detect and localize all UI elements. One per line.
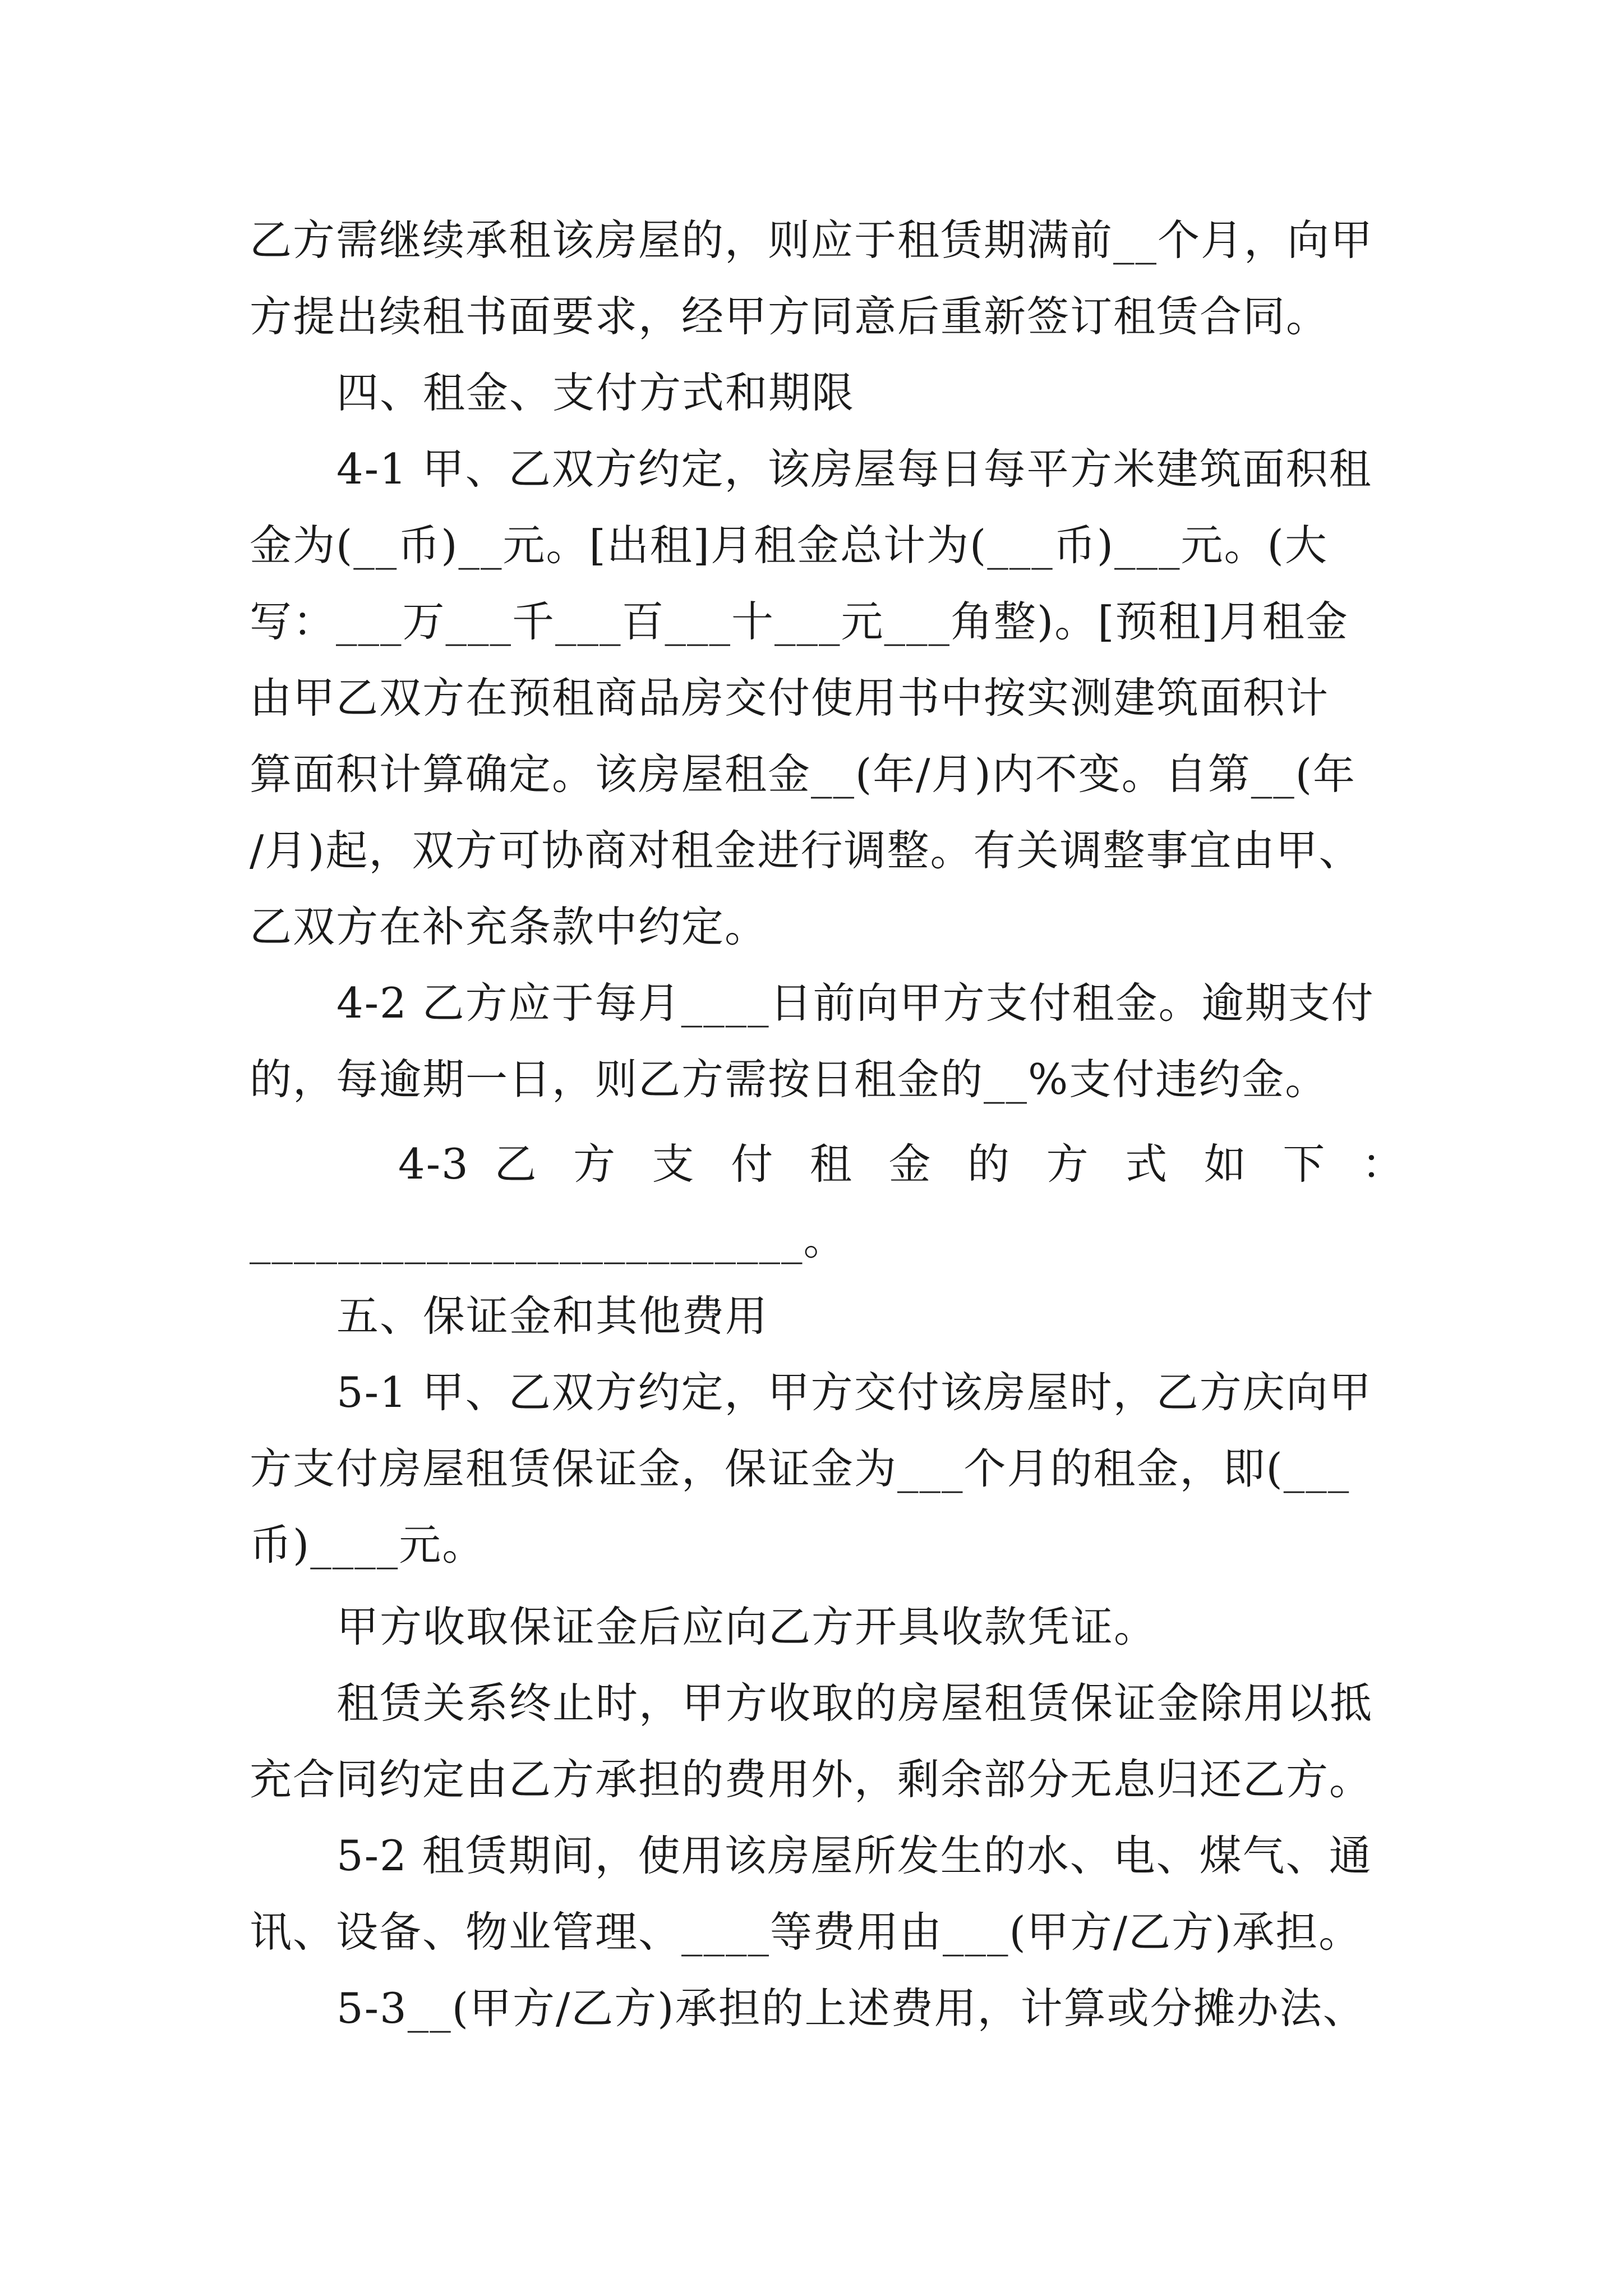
text-line: 金为(__币)__元。[出租]月租金总计为(___币)___元。(大 [250,521,1328,570]
section-heading: 四、租金、支付方式和期限 [336,368,855,417]
text-line: 乙方需继续承租该房屋的，则应于租赁期满前__个月，向甲 [250,215,1374,265]
clause-4-1: 4-1 甲、乙双方约定，该房屋每日每平方米建筑面积租 [336,444,1372,494]
text-line: 充合同约定由乙方承担的费用外，剩余部分无息归还乙方。 [250,1755,1373,1804]
blank-fill-line: _________________________。 [250,1215,847,1264]
clause-5-2: 5-2 租赁期间，使用该房屋所发生的水、电、煤气、通 [336,1831,1372,1880]
text-line: 租赁关系终止时，甲方收取的房屋租赁保证金除用以抵 [336,1678,1373,1728]
text-line: 币)____元。 [250,1520,486,1570]
text-line: 的，每逾期一日，则乙方需按日租金的__%支付违约金。 [250,1055,1329,1104]
clause-4-2: 4-2 乙方应于每月____日前向甲方支付租金。逾期支付 [336,978,1375,1028]
text-line: 写：___万___千___百___十___元___角整)。[预租]月租金 [250,597,1349,646]
text-line: 算面积计算确定。该房屋租金__(年/月)内不变。自第__(年 [250,749,1357,799]
text-line: 讯、设备、物业管理、____等费用由___(甲方/乙方)承担。 [250,1907,1362,1957]
section-heading: 五、保证金和其他费用 [336,1291,769,1341]
clause-5-1: 5-1 甲、乙双方约定，甲方交付该房屋时，乙方庆向甲 [336,1368,1372,1417]
text-line: 方支付房屋租赁保证金，保证金为___个月的租金，即(___ [250,1444,1350,1493]
clause-5-3: 5-3__(甲方/乙方)承担的上述费用，计算或分摊办法、 [336,1984,1366,2033]
text-line: 由甲乙双方在预租商品房交付使用书中按实测建筑面积计 [250,673,1330,723]
clause-4-3: 4-3 乙 方 支 付 租 金 的 方 式 如 下 ： [398,1139,1405,1189]
text-line: 甲方收取保证金后应向乙方开具收款凭证。 [336,1602,1158,1651]
text-line: 乙双方在补充条款中约定。 [250,902,768,951]
text-line: /月)起，双方可协商对租金进行调整。有关调整事宜由甲、 [250,826,1362,875]
text-line: 方提出续租书面要求，经甲方同意后重新签订租赁合同。 [250,292,1330,341]
